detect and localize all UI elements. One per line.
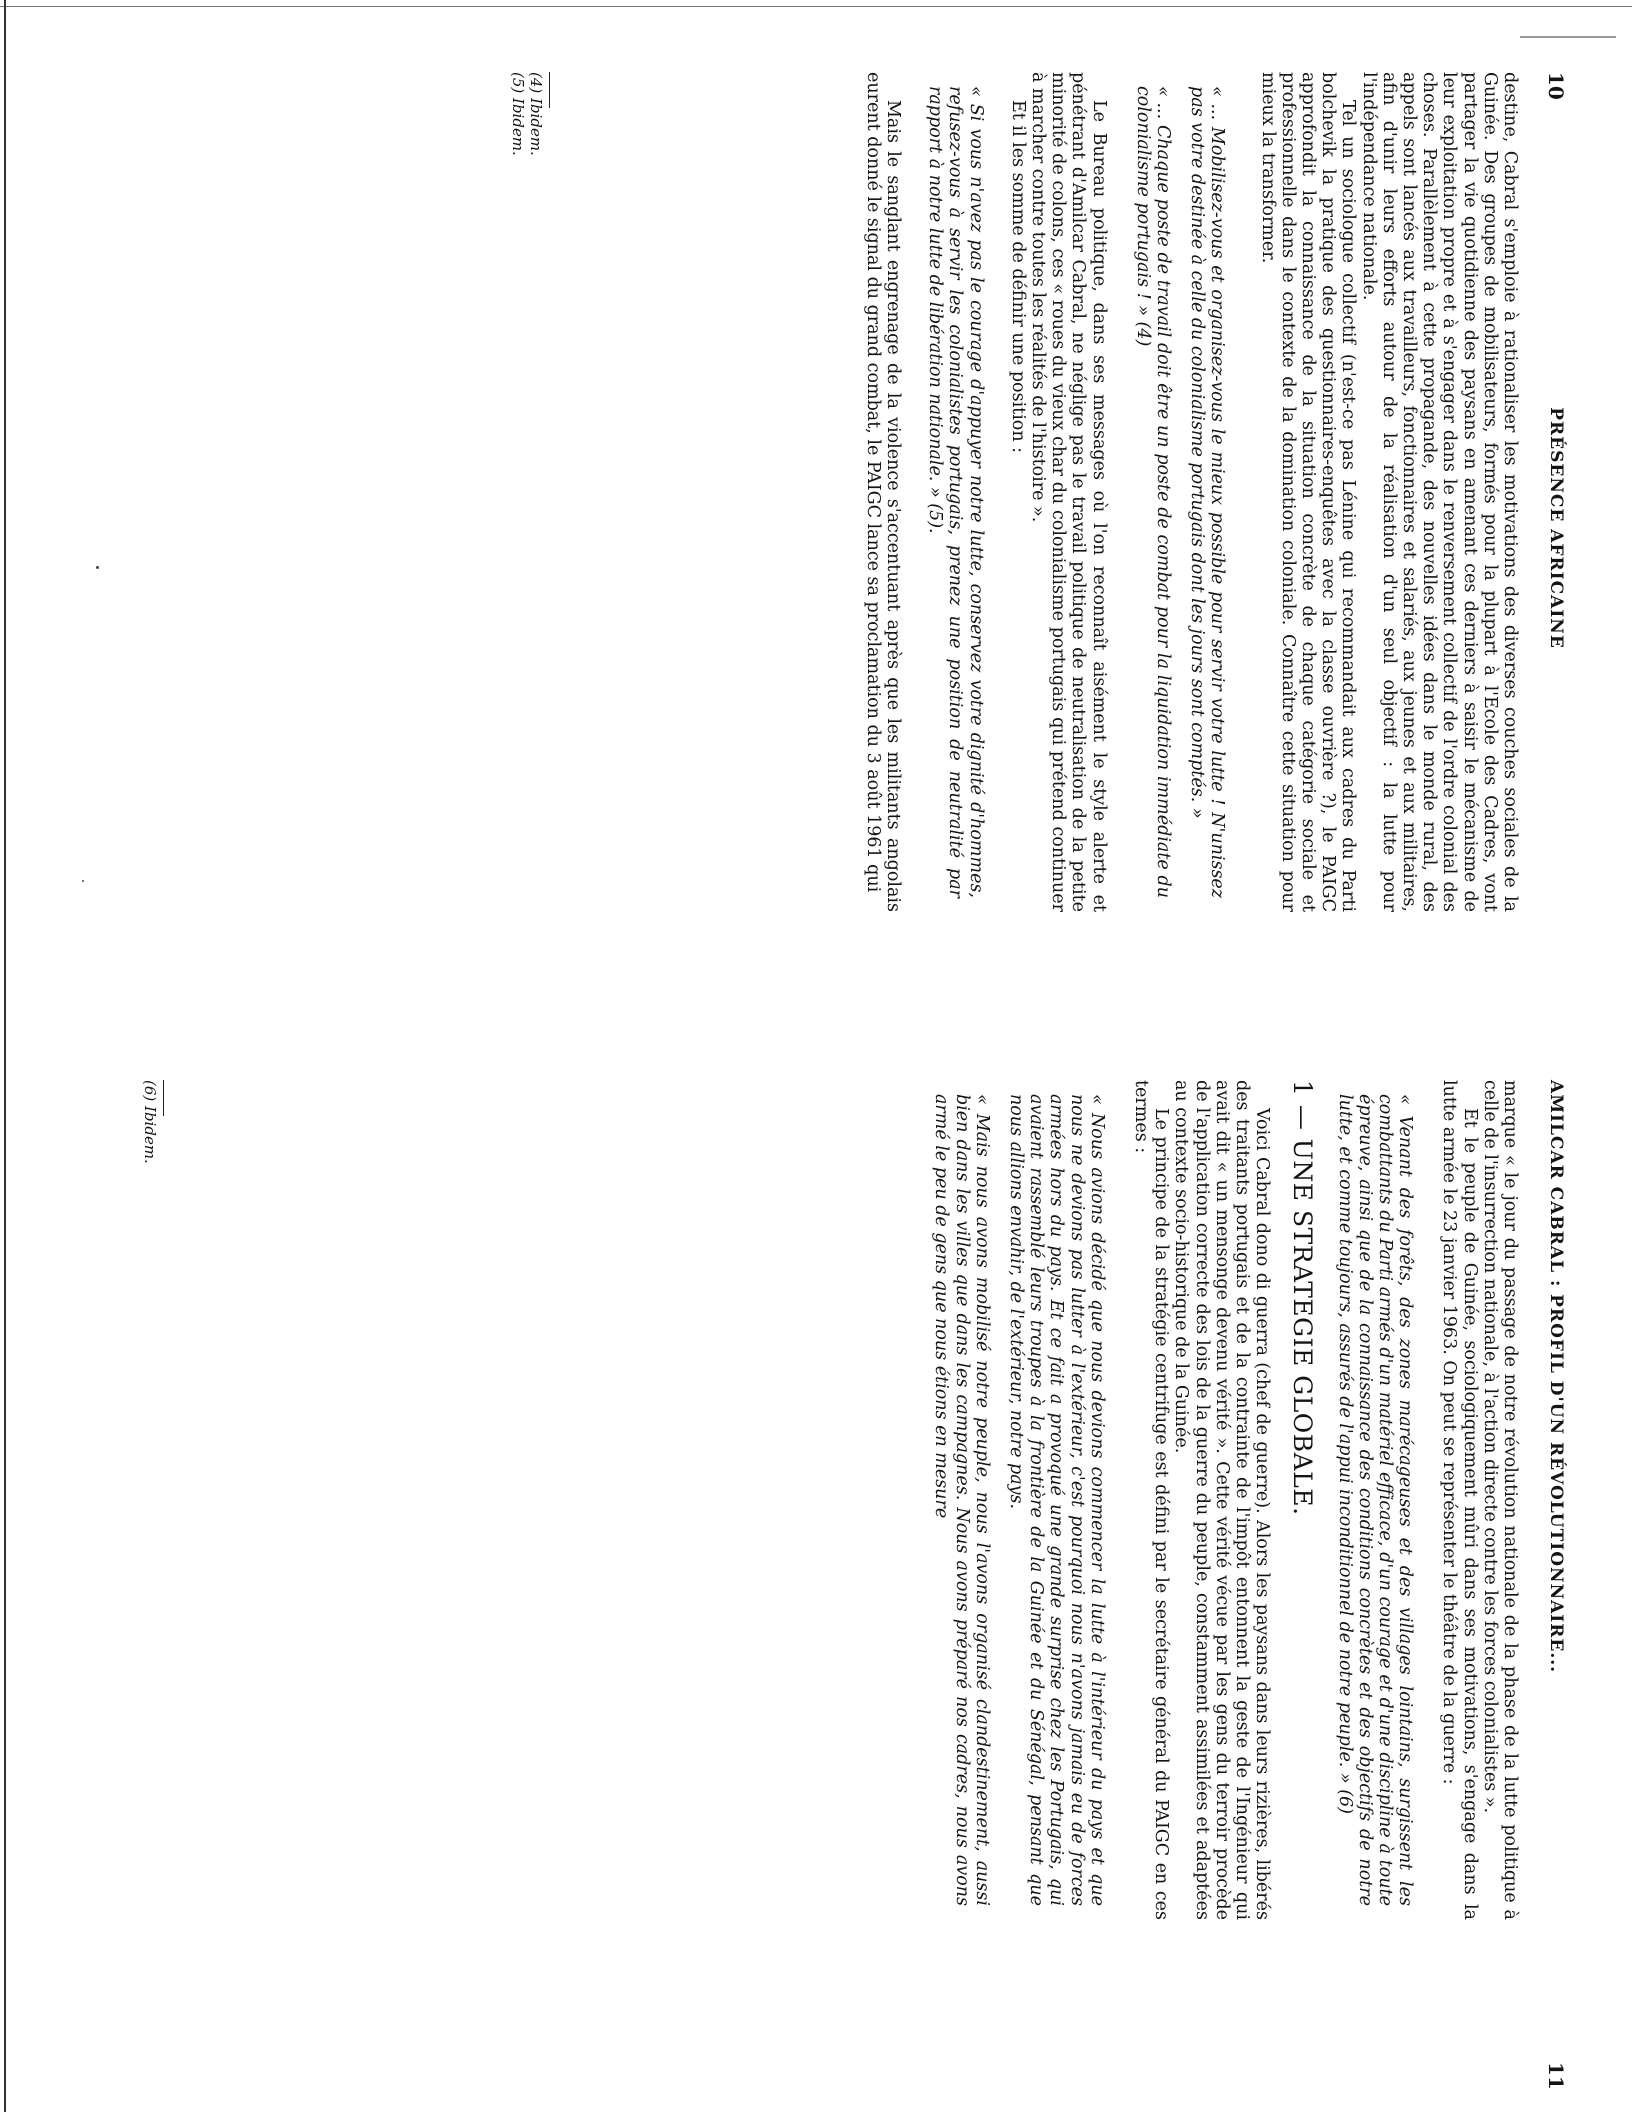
left-footnotes (509, 72, 550, 156)
paragraph: Le principe de la stratégie centrifuge est défini par le secrétaire général du PAIGC en ces termes : (1130, 1080, 1172, 1920)
section-heading: 1 — UNE STRATEGIE GLOBALE. (1288, 1080, 1318, 1516)
left-running-head: PRÉSENCE AFRICAINE (1546, 407, 1566, 649)
quote: « Mais nous avons mobilisé notre peuple, nous l'avons organisé clandestinement, aussi bien dans les villes que dans les campagnes. Nous avons préparé nos cadres, nous avons armé le peu de gens que nous étions en mesure (931, 1094, 992, 1906)
quote: « ... Mobilisez-vous et organisez-vous le mieux possible pour servir votre lutte ! N'unissez pas votre destinée à celle du colonialisme portugais dont les jours sont comptés. » (1187, 86, 1228, 898)
footnote: (5) Ibidem. (509, 72, 527, 156)
right-page-body (917, 1080, 1520, 1920)
left-page-number: 10 (1544, 72, 1568, 100)
scan-speck (96, 566, 99, 569)
quote: « Si vous n'avez pas le courage d'appuyer notre lutte, conservez votre dignité d'hommes, refusez-vous à servir les colonialistes portugais, prenez une position de neutralité par rapport à notre lutte de libération nationale. » (5). (925, 86, 986, 898)
scan-edge-line (4, 0, 6, 2112)
paragraph: Voici Cabral dono di guerra (chef de guerre). Alors les paysans dans leurs rizières, libérés des traitants portugais et de la contrainte de l'impôt entonnent la geste de l'Ingénieur qui avait dit « un mensonge devenu vérité ». Cette vérité vécue par les gens du terroir procède de l'application correcte des lois de la guerre du peuple, constamment assimilées et adaptées au contexte socio-historique de la Guinée. (1171, 1080, 1273, 1920)
right-running-head: AMILCAR CABRAL : PROFIL D'UN RÉVOLUTIONNAIRE... (1546, 1080, 1566, 1674)
quote: « Nous avions décidé que nous devions commencer la lutte à l'intérieur du pays et que nous ne devions pas lutter à l'extérieur, c'est pourquoi nous n'avons jamais eu de forces armées hors du pays. Et ce fait a provoqué une grande surprise chez les Portugais, qui avaient rassemblé leurs troupes à la frontière de la Guinée et du Sénégal, pensant que nous allions envahir, de l'extérieur, notre pays. (1005, 1094, 1107, 1906)
footnote-rule (163, 1080, 164, 1116)
right-page-number: 11 (1544, 2062, 1568, 2090)
paragraph: Le Bureau politique, dans ses messages où l'on reconnaît aisément le style alerte et pénétrant d'Amilcar Cabral, ne néglige pas le travail politique de neutralisation de la petite minorité de colons, ces « roues du vieux char du colonialisme portugais qui prétend continuer à marcher contre toutes les réalités de l'histoire ». (1027, 72, 1109, 912)
paragraph: destine, Cabral s'emploie à rationaliser les motivations des diverses couches sociales de la Guinée. Des groupes de mobilisateurs, formés pour la plupart à l'Ecole des Cadres, vont partager la vie quotidienne des paysans en amenant ces derniers à saisir le mécanisme de leur exploitation propre et à s'engager dans le renversement collectif de l'ordre colonial des choses. Parallèlement à cette propagande, des nouvelles idées dans le monde rural, des appels sont lancés aux travailleurs, fonctionnaires et salariés, aux jeunes et aux militaires, afin d'unir leurs efforts autour de la réalisation d'un seul objectif : la lutte pour l'indépendance nationale. (1358, 72, 1520, 912)
quote: « ... Chaque poste de travail doit être un poste de combat pour la liquidation immédiate du colonialisme portugais ! » (4) (1132, 86, 1173, 898)
paragraph: Et le peuple de Guinée, sociologiquement mûri dans ses motivations, s'engage dans la lutte armée le 23 janvier 1963. On peut se représenter le théâtre de la guerre : (1439, 1080, 1480, 1920)
right-footnotes (141, 1080, 164, 1164)
scan-speck (82, 880, 84, 882)
paragraph: marque « le jour du passage de notre révolution nationale de la phase de la lutte politique à celle de l'insurrection nationale, à l'action directe contre les forces colonialistes ». (1479, 1080, 1520, 1920)
footnote-rule (549, 72, 550, 108)
paragraph: Tel un sociologue collectif (n'est-ce pas Lénine qui recommandait aux cadres du Parti bolchevik la pratique des questionnaires-enquêtes avec la classe ouvrière ?), le PAIGC approfondit la connaissance de la situation concrète de chaque catégorie sociale et professionnelle dans le contexte de la domination coloniale. Connaître cette situation pour mieux la transformer. (1257, 72, 1359, 912)
footnote: (4) Ibidem. (527, 72, 545, 156)
footnote: (6) Ibidem. (141, 1080, 159, 1164)
paragraph: Mais le sanglant engrenage de la violence s'accentuant après que les militants angolais eurent donné le signal du grand combat, le PAIGC lance sa proclamation du 3 août 1961 qui (862, 72, 903, 912)
paragraph: Et il les somme de définir une position : (1007, 100, 1028, 454)
right-page (0, 1056, 1632, 2112)
scan-mark (1520, 36, 1616, 38)
quote: « Venant des forêts, des zones marécageuses et des villages lointains, surgissent les combattants du Parti armés d'un matériel efficace, d'un courage et d'une discipline à toute épreuve, ainsi que de la connaissance des conditions concrètes et des objectifs de notre lutte, et comme toujours, assurés de l'appui inconditionnel de notre peuple. » (6) (1334, 1094, 1416, 1906)
scan-edge-line (0, 6, 1632, 7)
left-page-body (863, 72, 1520, 912)
